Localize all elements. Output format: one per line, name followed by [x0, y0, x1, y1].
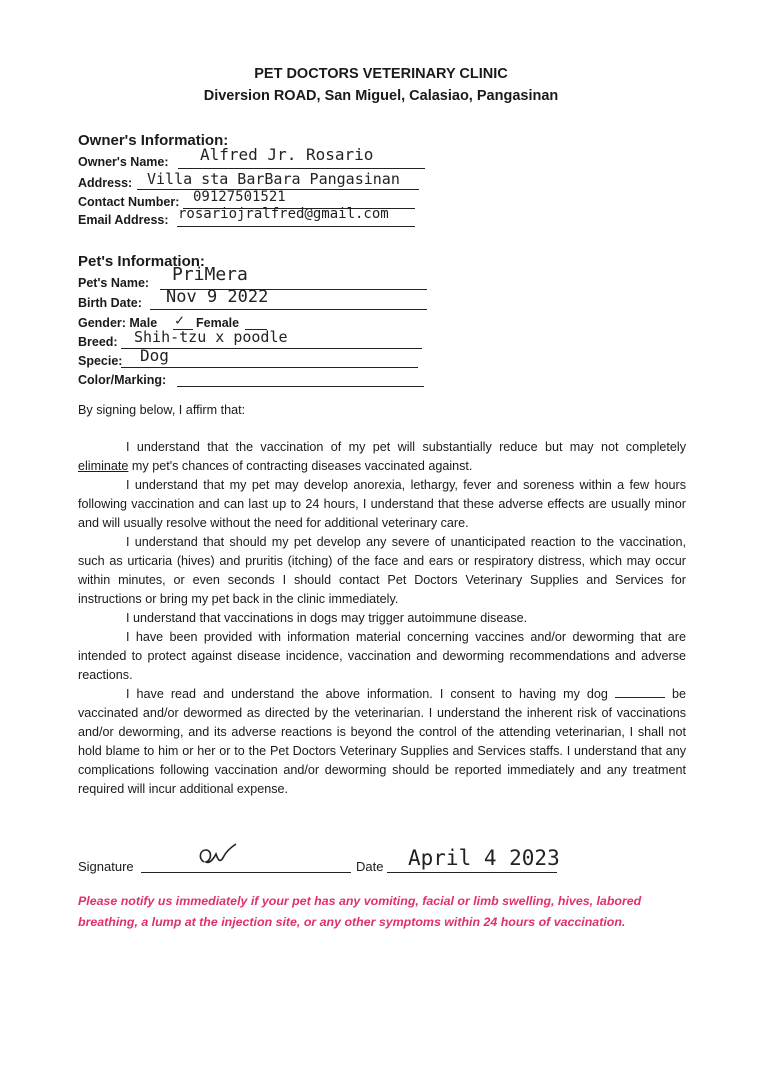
affirm-paragraph-2: I understand that my pet may develop anorexia, lethargy, fever and soreness within a few hours following vaccination and can last up to 24 hours, I understand that these adverse effects are usually minor and will usually resolve without the need for additional veterinary care.: [78, 478, 686, 530]
owner-section-title: Owner's Information:: [78, 132, 229, 149]
email-value[interactable]: rosariojralfred@gmail.com: [178, 206, 389, 222]
pet-section-title: Pet's Information:: [78, 253, 205, 270]
affirm-p6-text-end: be vaccinated and/or dewormed as directed by the veterinarian. I understand the inherent risk of vaccinations and/or deworming, and its adverse reactions is beyond the control of the attending veterinarian, I shall not hold blame to him or her or to the Pet Doctors Veterinary Supplies and Services staffs. I understand that any complications following vaccination and/or deworming should be reported immediately and any treatment required will incur additional expense.: [78, 687, 686, 796]
owner-name-line: [178, 168, 425, 169]
email-label: Email Address:: [78, 213, 169, 227]
date-label: Date: [356, 859, 384, 874]
affirm-paragraph-3: I understand that should my pet develop any severe of unanticipated reaction to the vaccination, such as urticaria (hives) and pruritis (itching) of the face and ears or respiratory distress, which may occur within minutes, or even seconds I should contact Pet Doctors Veterinary Supplies and Services for instructions or bring my pet back in the clinic immediately.: [78, 535, 686, 606]
breed-value[interactable]: Shih-tzu x poodle: [134, 328, 288, 346]
color-marking-line: [177, 386, 424, 387]
notice-text: Please notify us immediately if your pet has any vomiting, facial or limb swelling, hives, labored breathing, a lump at the injection site, or any other symptoms within 24 hours of vaccination.: [78, 894, 642, 929]
owner-name-label: Owner's Name:: [78, 155, 169, 169]
color-marking-label: Color/Marking:: [78, 373, 167, 387]
contact-number-label: Contact Number:: [78, 195, 180, 209]
affirm-p1-underlined: eliminate: [78, 459, 129, 473]
affirm-intro: By signing below, I affirm that:: [78, 403, 246, 417]
affirm-p1-text-end: my pet's chances of contracting diseases vaccinated against.: [128, 459, 473, 473]
signature-line: [141, 872, 351, 873]
specie-label: Specie:: [78, 354, 123, 368]
birth-date-label: Birth Date:: [78, 296, 142, 310]
email-line: [177, 226, 415, 227]
breed-label: Breed:: [78, 335, 118, 349]
affirm-paragraph-1: [78, 438, 686, 476]
specie-value[interactable]: Dog: [140, 346, 169, 365]
affirm-paragraph-5: I have been provided with information material concerning vaccines and/or deworming that are intended to protect against disease incidence, vaccination and deworming recommendations and adverse reactions.: [78, 630, 686, 682]
affirm-body: [78, 438, 686, 799]
gender-male-label: Gender: Male: [78, 316, 158, 330]
affirm-p6-text: I have read and understand the above information. I consent to having my dog: [126, 687, 615, 701]
affirm-paragraph-6: [78, 685, 686, 799]
signature-mark[interactable]: [196, 842, 240, 870]
clinic-address: Diversion ROAD, San Miguel, Calasiao, Pangasinan: [203, 88, 559, 104]
pet-name-value[interactable]: PriMera: [172, 264, 248, 285]
clinic-name: PET DOCTORS VETERINARY CLINIC: [254, 66, 508, 82]
specie-line: [121, 367, 418, 368]
date-line: [387, 872, 557, 873]
birth-date-value[interactable]: Nov 9 2022: [166, 287, 269, 307]
gender-female-label: Female: [196, 316, 240, 330]
owner-name-value[interactable]: Alfred Jr. Rosario: [200, 145, 374, 164]
affirm-paragraph-4: I understand that vaccinations in dogs may trigger autoimmune disease.: [126, 611, 528, 625]
date-value[interactable]: April 4 2023: [408, 846, 560, 870]
gender-male-mark[interactable]: ✓: [175, 311, 185, 329]
owner-address-label: Address:: [78, 176, 133, 190]
dog-name-blank[interactable]: [615, 687, 665, 698]
contact-number-value[interactable]: 09127501521: [193, 189, 286, 205]
birth-date-line: [150, 309, 427, 310]
signature-label: Signature: [78, 859, 134, 874]
pet-name-label: Pet's Name:: [78, 276, 150, 290]
owner-address-value[interactable]: Villa sta BarBara Pangasinan: [147, 170, 400, 188]
affirm-p1-text: I understand that the vaccination of my pet will substantially reduce but may not completely: [126, 440, 686, 454]
